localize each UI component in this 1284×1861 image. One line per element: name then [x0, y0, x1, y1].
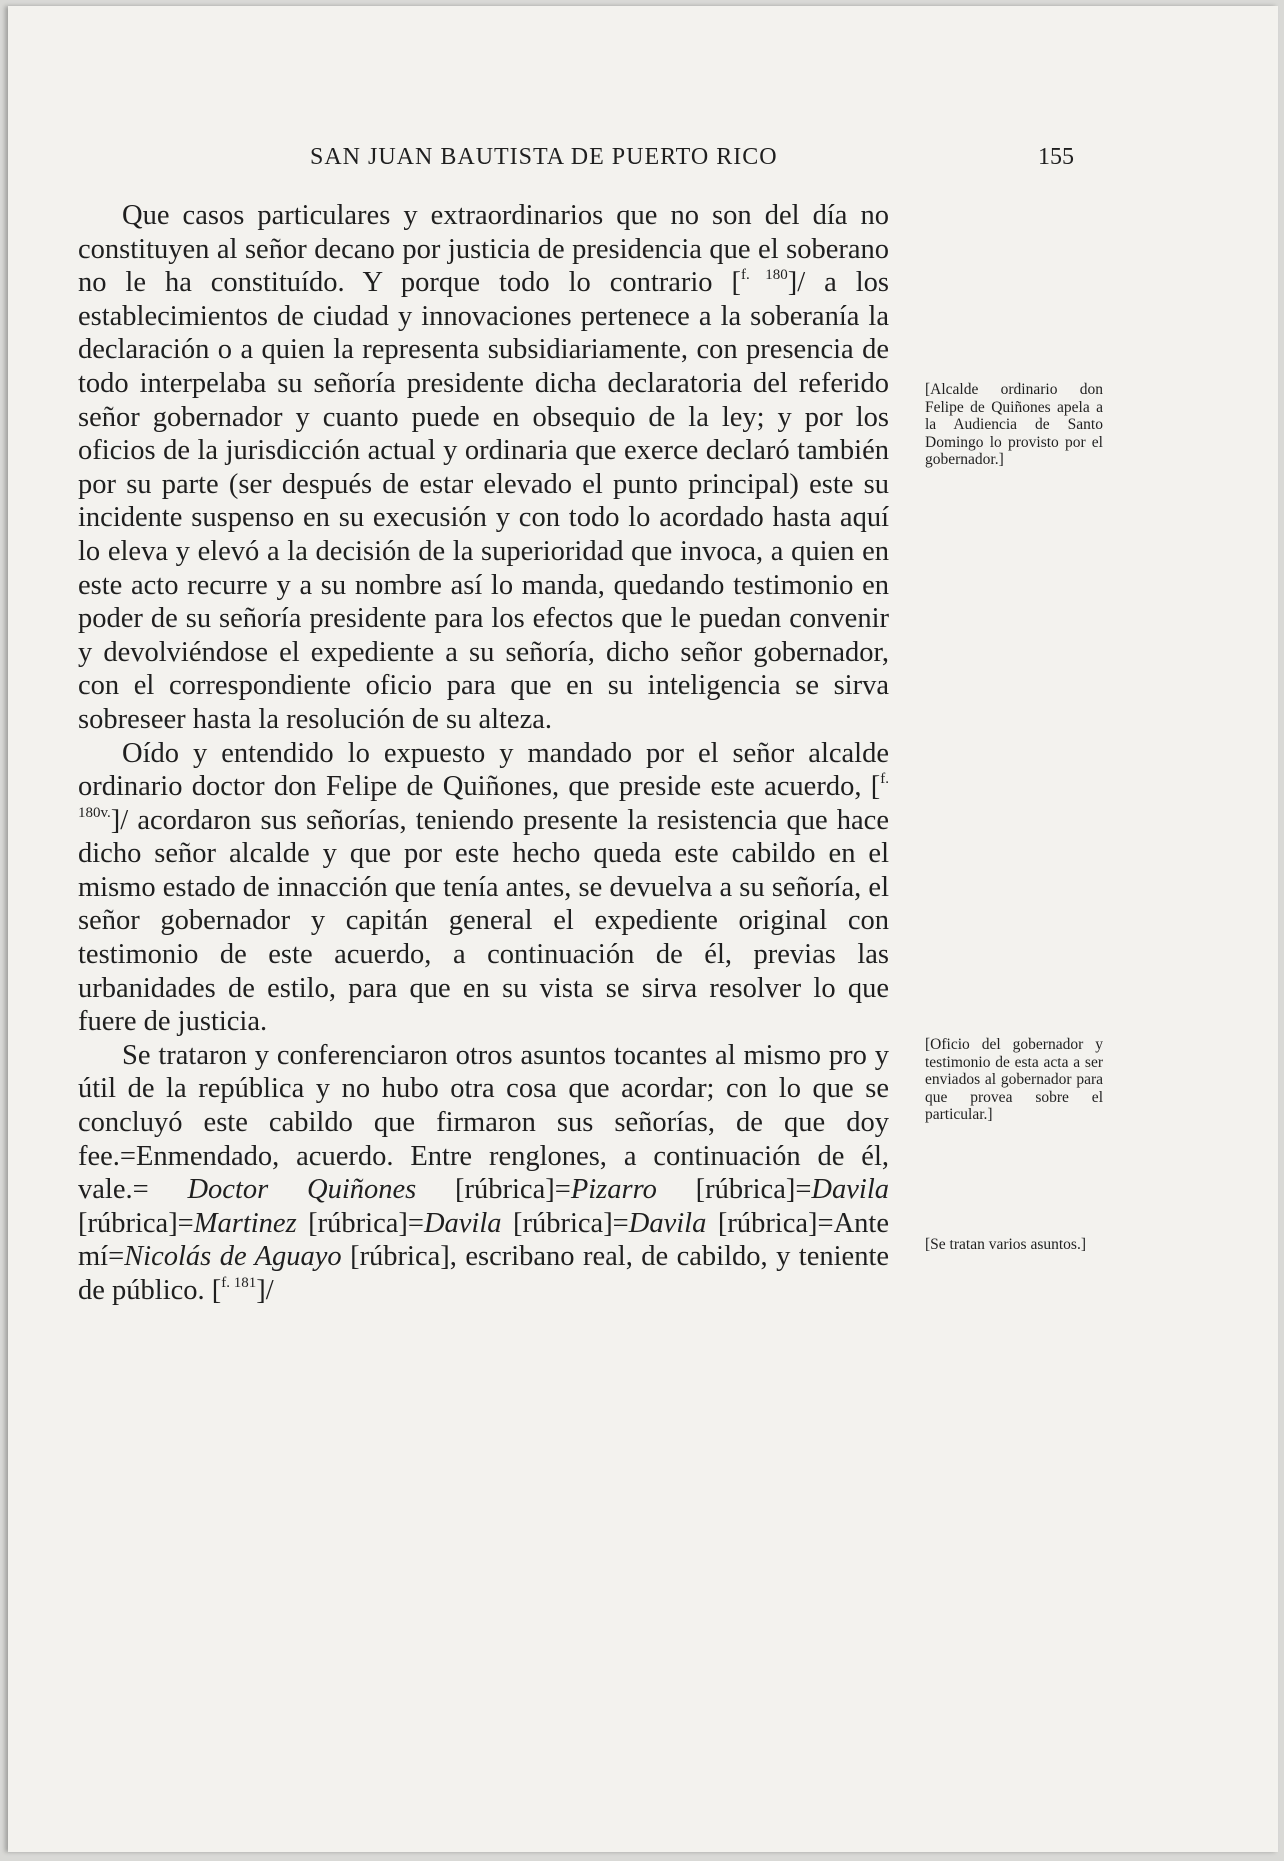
paragraph-1-text-a: Que casos particulares y extraordinarios que no son del día no constituyen al señor decano por justicia de presidencia que el soberano no le ha constituído. Y porque todo lo contrario [ [78, 200, 889, 299]
rubrica-text: [rúbrica]= [501, 1207, 629, 1239]
signature-name: Martinez [193, 1207, 297, 1239]
running-title: SAN JUAN BAUTISTA DE PUERTO RICO [310, 144, 778, 170]
page-number: 155 [1038, 144, 1074, 170]
paragraph-2 [78, 737, 889, 1039]
signature-name: Doctor Quiñones [187, 1174, 417, 1206]
paragraph-3-text-a: Se trataron y conferenciaron otros asuntos tocantes al mismo pro y útil de la república y no hubo otra cosa que acordar; con lo que se concluyó este cabildo que firmaron sus señorías, de que doy fee.=Enmendado, acuerdo. Entre renglones, a continuación de él, vale.= [78, 1039, 889, 1206]
paragraph-3-end: ]/ [256, 1275, 274, 1306]
page-header [8, 144, 1108, 184]
signature-name: Davila [423, 1207, 502, 1239]
rubrica-text: [rúbrica], escribano real, de cabildo, y teniente de público. [ [78, 1241, 890, 1306]
signature-name: Pizarro [570, 1174, 657, 1206]
rubrica-text: [rúbrica]= [296, 1207, 424, 1239]
paragraph-2-text-b: ]/ acordaron sus señorías, teniendo presente la resistencia que hace dicho señor alcalde y que por este hecho queda este cabildo en el mismo estado de innacción que tenía antes, se devuelva a su señoría, el señor gobernador y capitán general el expediente original con testimonio de este acuerdo, a continuación de él, previas las urbanidades de estilo, para que en su vista se sirva resolver lo que fuere de justicia. [78, 804, 889, 1038]
rubrica-text: [rúbrica]= [416, 1174, 571, 1206]
signature-name: Nicolás de Aguayo [124, 1241, 342, 1273]
main-text [78, 199, 889, 1308]
paragraph-2-text-a: Oído y entendido lo expuesto y mandado por el señor alcalde ordinario doctor don Felipe de Quiñones, que preside este acuerdo, [ [78, 737, 889, 803]
signature-name: Davila [811, 1174, 889, 1206]
paragraph-1-text-b: ]/ a los establecimientos de ciudad y innovaciones pertenece a la soberanía la declaración o a quien la representa subsidiariamente, con presencia de todo interpelaba su señoría presidente dicha declaratoria del referido señor gobernador y cuanto puede en obsequio de la ley; y por los oficios de la jurisdicción actual y ordinaria que exerce declaró también por su parte (ser después de estar elevado el punto principal) este su incidente suspenso en su execusión y con todo lo acordado hasta aquí lo eleva y elevó a la decisión de la superioridad que invoca, a quien en este acto recurre y a su nombre así lo manda, quedando testimonio en poder de su señoría presidente para los efectos que le puedan convenir y devolviéndose el expediente a su señoría, dicho señor gobernador, con el correspondiente oficio para que en su inteligencia se sirva sobreseer hasta la resolución de su alteza. [78, 267, 889, 735]
rubrica-text: [rúbrica]= [78, 1207, 194, 1239]
rubrica-text: [rúbrica]= [656, 1174, 812, 1206]
paragraph-1 [78, 199, 889, 737]
folio-marker: f. 181 [221, 1275, 257, 1291]
signature-name: Davila [628, 1207, 707, 1239]
paragraph-3 [78, 1039, 889, 1308]
folio-marker: f. 180 [740, 267, 788, 284]
folio-marker: f. 180v. [78, 771, 889, 821]
rubrica-text: [rúbrica]=Ante mí= [78, 1207, 889, 1273]
page [8, 6, 1278, 1852]
margin-note-1: [Alcalde ordinario don Felipe de Quiñones apela a la Audiencia de Santo Domingo lo provisto por el gobernador.] [925, 381, 1103, 469]
margin-note-2: [Oficio del gobernador y testimonio de esta acta a ser enviados al gobernador para que provea sobre el particular.] [925, 1036, 1103, 1124]
margin-note-3: [Se tratan varios asuntos.] [925, 1236, 1086, 1253]
